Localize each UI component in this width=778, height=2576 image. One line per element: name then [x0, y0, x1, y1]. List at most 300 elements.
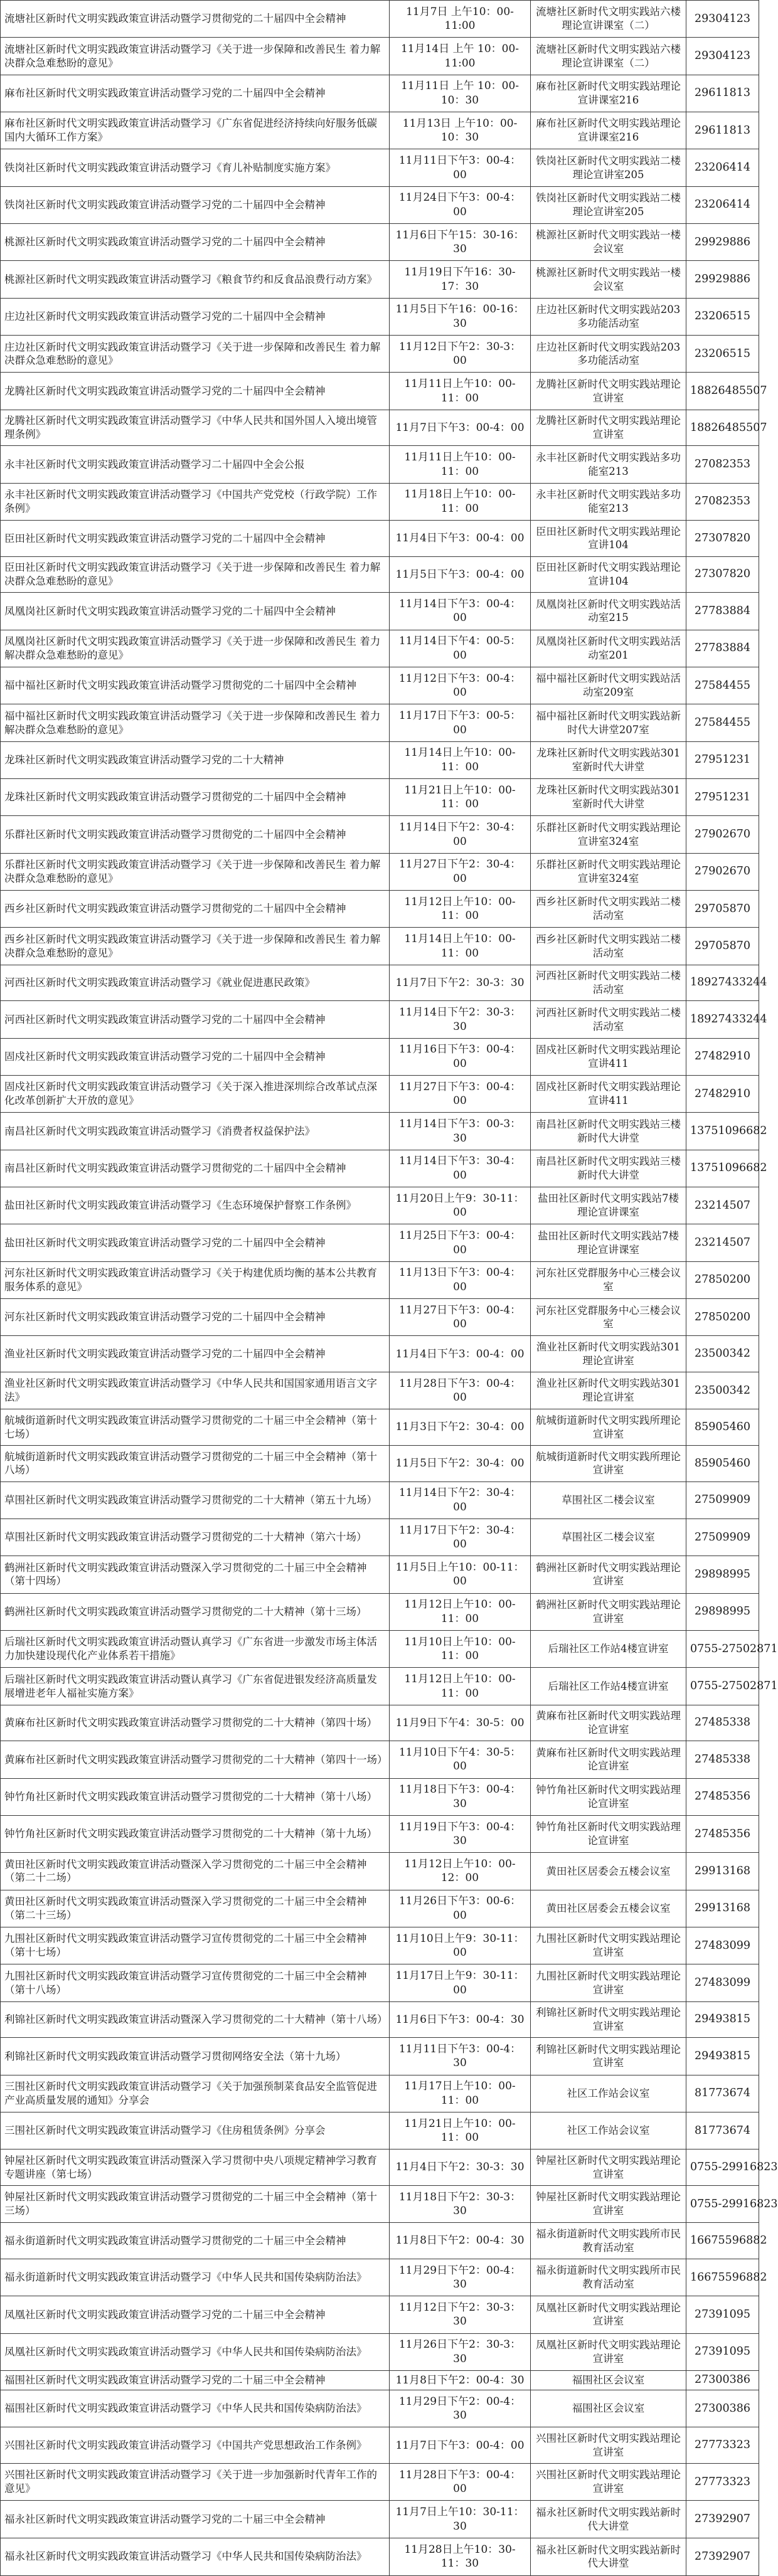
table-row: [1, 1336, 759, 1372]
activity-location: 利锦社区新时代文明实践站理论宣讲室: [531, 2001, 686, 2038]
activity-time: 11月7日上午10：30-11：30: [390, 2501, 531, 2538]
table-row: [1, 630, 759, 667]
contact-phone: 29705870: [686, 928, 759, 965]
activity-location: 福永社区新时代文明实践站新时代大讲堂: [531, 2501, 686, 2538]
activity-location: 固戍社区新时代文明实践站理论宣讲411: [531, 1038, 686, 1075]
table-row: [1, 2464, 759, 2501]
activity-time: 11月14日下午3：00-3：30: [390, 1113, 531, 1150]
activity-time: 11月7日下午3：00-4：00: [390, 410, 531, 446]
activity-location: 麻布社区新时代文明实践站理论宣讲课室216: [531, 75, 686, 112]
activity-name: 桃源社区新时代文明实践政策宣讲活动暨学习党的二十届四中全会精神: [1, 224, 390, 261]
activity-name: 南昌社区新时代文明实践政策宣讲活动暨学习《消费者权益保护法》: [1, 1113, 390, 1150]
activity-time: 11月17日下午3：00-5：00: [390, 704, 531, 741]
contact-phone: 27485338: [686, 1705, 759, 1741]
contact-phone: 27392907: [686, 2501, 759, 2538]
activity-time: 11月20日上午9：30-11：00: [390, 1187, 531, 1224]
activity-time: 11月28日下午3：00-4：00: [390, 1372, 531, 1409]
activity-time: 11月10日下午4：30-5：00: [390, 1741, 531, 1778]
activity-name: 河西社区新时代文明实践政策宣讲活动暨学习《就业促进惠民政策》: [1, 965, 390, 1001]
activity-name: 九围社区新时代文明实践政策宣讲活动暨学习宣传贯彻党的二十届三中全会精神（第十七场）: [1, 1927, 390, 1964]
table-row: [1, 741, 759, 778]
activity-name: 盐田社区新时代文明实践政策宣讲活动暨学习《生态环境保护督察工作条例》: [1, 1187, 390, 1224]
activity-location: 黄麻布社区新时代文明实践站理论宣讲室: [531, 1705, 686, 1741]
activity-time: 11月28日上午10：30-11：30: [390, 2538, 531, 2575]
table-row: [1, 2370, 759, 2390]
activity-location: 河西社区新时代文明实践站二楼活动室: [531, 965, 686, 1001]
table-row: [1, 112, 759, 149]
activity-name: 永丰社区新时代文明实践政策宣讲活动暨学习二十届四中全会公报: [1, 446, 390, 483]
activity-location: 黄田社区居委会五楼会议室: [531, 1890, 686, 1927]
activity-location: 兴围社区新时代文明实践站理论宣讲室: [531, 2464, 686, 2501]
contact-phone: 85905460: [686, 1409, 759, 1446]
activity-time: 11月18日下午3：00-4：30: [390, 1778, 531, 1815]
activity-name: 黄麻布社区新时代文明实践政策宣讲活动暨学习贯彻党的二十大精神（第四十场）: [1, 1705, 390, 1741]
contact-phone: 29929886: [686, 261, 759, 298]
activity-time: 11月8日下午2：00-4：30: [390, 2223, 531, 2259]
activity-location: 社区工作站会议室: [531, 2112, 686, 2149]
contact-phone: 27485356: [686, 1815, 759, 1852]
activity-name: 兴围社区新时代文明实践政策宣讲活动暨学习《关于进一步加强新时代青年工作的意见》: [1, 2464, 390, 2501]
table-row: [1, 1113, 759, 1150]
contact-phone: 0755-29916823: [686, 2185, 759, 2222]
table-row: [1, 1890, 759, 1927]
table-row: [1, 704, 759, 741]
activity-location: 龙腾社区新时代文明实践站理论宣讲室: [531, 410, 686, 446]
activity-location: 渔业社区新时代文明实践站301理论宣讲室: [531, 1372, 686, 1409]
activity-time: 11月26日下午2：30-3：30: [390, 2333, 531, 2370]
table-row: [1, 816, 759, 853]
table-row: [1, 1261, 759, 1298]
activity-location: 桃源社区新时代文明实践站一楼会议室: [531, 261, 686, 298]
table-row: [1, 2259, 759, 2296]
activity-name: 渔业社区新时代文明实践政策宣讲活动暨学习党的二十届四中全会精神: [1, 1336, 390, 1372]
activity-name: 兴围社区新时代文明实践政策宣讲活动暨学习《中国共产党思想政治工作条例》: [1, 2427, 390, 2464]
contact-phone: 29898995: [686, 1593, 759, 1630]
activity-name: 福中福社区新时代文明实践政策宣讲活动暨学习贯彻党的二十届四中全会精神: [1, 667, 390, 704]
contact-phone: 27902670: [686, 816, 759, 853]
activity-time: 11月18日上午10：00-11：00: [390, 483, 531, 520]
table-row: [1, 2390, 759, 2427]
activity-location: 流塘社区新时代文明实践站六楼理论宣讲课室（二）: [531, 1, 686, 38]
activity-name: 龙珠社区新时代文明实践政策宣讲活动暨学习贯彻党的二十届四中全会精神: [1, 779, 390, 816]
contact-phone: 27584455: [686, 667, 759, 704]
contact-phone: 27307820: [686, 521, 759, 557]
table-row: [1, 2427, 759, 2464]
activity-time: 11月14日 上午 10：00-11:00: [390, 38, 531, 75]
activity-name: 庄边社区新时代文明实践政策宣讲活动暨学习党的二十届四中全会精神: [1, 298, 390, 335]
activity-location: 龙珠社区新时代文明实践站301室新时代大讲堂: [531, 741, 686, 778]
activity-time: 11月12日上午10：00-12：00: [390, 1853, 531, 1890]
contact-phone: 27850200: [686, 1299, 759, 1336]
activity-name: 庄边社区新时代文明实践政策宣讲活动暨学习《关于进一步保障和改善民生 着力解决群众急难愁盼的意见》: [1, 336, 390, 373]
activity-time: 11月16日下午3：00-4：00: [390, 1038, 531, 1075]
contact-phone: 23206515: [686, 298, 759, 335]
activity-location: 凤凰岗社区新时代文明实践站活动室201: [531, 630, 686, 667]
activity-name: 航城街道新时代文明实践政策宣讲活动暨学习贯彻党的二十届三中全会精神（第十七场）: [1, 1409, 390, 1446]
contact-phone: 16675596882: [686, 2223, 759, 2259]
activity-time: 11月11日上午10：00-11：00: [390, 446, 531, 483]
contact-phone: 27483099: [686, 1964, 759, 2001]
activity-time: 11月14日下午3：30-4：00: [390, 1150, 531, 1187]
activity-name: 钟竹角社区新时代文明实践政策宣讲活动暨学习贯彻党的二十大精神（第十八场）: [1, 1778, 390, 1815]
schedule-rows: [1, 1, 778, 2576]
activity-time: 11月27日下午3：00-4：00: [390, 1076, 531, 1113]
activity-location: 后瑞社区工作站4楼宣讲室: [531, 1668, 686, 1705]
contact-phone: 81773674: [686, 2112, 759, 2149]
activity-location: 臣田社区新时代文明实践站理论宣讲104: [531, 556, 686, 593]
contact-phone: 29898995: [686, 1556, 759, 1593]
table-row: [1, 1778, 759, 1815]
activity-name: 盐田社区新时代文明实践政策宣讲活动暨学习党的二十届四中全会精神: [1, 1224, 390, 1261]
contact-phone: 85905460: [686, 1446, 759, 1482]
activity-time: 11月9日下午4：30-5：00: [390, 1705, 531, 1741]
activity-time: 11月11日上午10：00-11：00: [390, 373, 531, 410]
table-row: [1, 891, 759, 928]
activity-name: 黄田社区新时代文明实践政策宣讲活动暨深入学习贯彻党的二十届三中全会精神（第二十三场）: [1, 1890, 390, 1927]
contact-phone: 29493815: [686, 2001, 759, 2038]
activity-name: 福中福社区新时代文明实践政策宣讲活动暨学习《关于进一步保障和改善民生 着力解决群众急难愁盼的意见》: [1, 704, 390, 741]
activity-time: 11月8日下午2：00-4：30: [390, 2370, 531, 2390]
activity-name: 后瑞社区新时代文明实践政策宣讲活动暨认真学习《广东省促进银发经济高质量发展增进老年人福祉实施方案》: [1, 1668, 390, 1705]
activity-name: 河东社区新时代文明实践政策宣讲活动暨学习党的二十届四中全会精神: [1, 1299, 390, 1336]
table-row: [1, 2538, 759, 2575]
table-row: [1, 928, 759, 965]
activity-name: 草围社区新时代文明实践政策宣讲活动暨学习贯彻党的二十大精神（第六十场）: [1, 1519, 390, 1556]
activity-time: 11月5日下午2：30-4：00: [390, 1446, 531, 1482]
contact-phone: 27509909: [686, 1519, 759, 1556]
table-row: [1, 1, 759, 38]
activity-location: 西乡社区新时代文明实践站二楼活动室: [531, 891, 686, 928]
activity-location: 凤凰社区新时代文明实践站理论宣讲室: [531, 2333, 686, 2370]
activity-name: 西乡社区新时代文明实践政策宣讲活动暨学习《关于进一步保障和改善民生 着力解决群众急难愁盼的意见》: [1, 928, 390, 965]
contact-phone: 23206515: [686, 336, 759, 373]
activity-location: 兴围社区新时代文明实践站理论宣讲室: [531, 2427, 686, 2464]
table-row: [1, 1815, 759, 1852]
activity-name: 固戍社区新时代文明实践政策宣讲活动暨学习党的二十届四中全会精神: [1, 1038, 390, 1075]
table-row: [1, 373, 759, 410]
activity-time: 11月11日下午3：00-4：30: [390, 2038, 531, 2075]
contact-phone: 0755-29916823: [686, 2149, 759, 2186]
contact-phone: 0755-27502871: [686, 1668, 759, 1705]
table-row: [1, 149, 759, 186]
activity-time: 11月14日下午3：00-4：00: [390, 593, 531, 630]
activity-location: 钟竹角社区新时代文明实践站理论宣讲室: [531, 1778, 686, 1815]
activity-time: 11月6日下午15：30-16：30: [390, 224, 531, 261]
activity-time: 11月13日下午3：00-4：00: [390, 1261, 531, 1298]
contact-phone: 27392907: [686, 2538, 759, 2575]
table-row: [1, 2501, 759, 2538]
contact-phone: 29611813: [686, 112, 759, 149]
activity-name: 凤凰社区新时代文明实践政策宣讲活动暨学习党的二十届三中全会精神: [1, 2296, 390, 2333]
activity-time: 11月4日下午3：00-4：00: [390, 521, 531, 557]
table-row: [1, 1372, 759, 1409]
table-row: [1, 224, 759, 261]
activity-name: 航城街道新时代文明实践政策宣讲活动暨学习贯彻党的二十届三中全会精神（第十八场）: [1, 1446, 390, 1482]
activity-name: 河西社区新时代文明实践政策宣讲活动暨学习党的二十届四中全会精神: [1, 1001, 390, 1038]
table-row: [1, 410, 759, 446]
activity-time: 11月14日下午2：30-4：00: [390, 1481, 531, 1519]
activity-name: 福永社区新时代文明实践政策宣讲活动暨学习党的二十届三中全会精神: [1, 2501, 390, 2538]
activity-time: 11月27日下午2：30-4：00: [390, 853, 531, 890]
activity-time: 11月27日下午3：00-4：00: [390, 1299, 531, 1336]
table-row: [1, 667, 759, 704]
activity-location: 鹤洲社区新时代文明实践站理论宣讲室: [531, 1556, 686, 1593]
contact-phone: 16675596882: [686, 2259, 759, 2296]
contact-phone: 27783884: [686, 593, 759, 630]
table-row: [1, 38, 759, 75]
table-row: [1, 1705, 759, 1741]
activity-time: 11月24日下午3：00-4：00: [390, 186, 531, 223]
table-row: [1, 1038, 759, 1075]
activity-name: 钟屋社区新时代文明实践政策宣讲活动暨深入学习贯彻中央八项规定精神学习教育专题讲座（第七场）: [1, 2149, 390, 2186]
contact-phone: 27482910: [686, 1038, 759, 1075]
activity-time: 11月5日下午3：00-4：00: [390, 556, 531, 593]
activity-time: 11月10日上午9：30-11：00: [390, 1927, 531, 1964]
activity-time: 11月7日下午2：30-3：30: [390, 965, 531, 1001]
activity-location: 后瑞社区工作站4楼宣讲室: [531, 1630, 686, 1667]
table-row: [1, 261, 759, 298]
table-row: [1, 2112, 759, 2149]
contact-phone: 0755-27502871: [686, 1630, 759, 1667]
activity-location: 钟竹角社区新时代文明实践站理论宣讲室: [531, 1815, 686, 1852]
activity-name: 河东社区新时代文明实践政策宣讲活动暨学习《关于构建优质均衡的基本公共教育服务体系的意见》: [1, 1261, 390, 1298]
activity-time: 11月17日上午10：00-11：00: [390, 2075, 531, 2112]
table-row: [1, 1593, 759, 1630]
activity-name: 乐群社区新时代文明实践政策宣讲活动暨学习贯彻党的二十届四中全会精神: [1, 816, 390, 853]
contact-phone: 27773323: [686, 2464, 759, 2501]
activity-location: 麻布社区新时代文明实践站理论宣讲课室216: [531, 112, 686, 149]
activity-name: 铁岗社区新时代文明实践政策宣讲活动暨学习党的二十届四中全会精神: [1, 186, 390, 223]
contact-phone: 27509909: [686, 1481, 759, 1519]
table-row: [1, 1446, 759, 1482]
activity-name: 鹤洲社区新时代文明实践政策宣讲活动暨深入学习贯彻党的二十届三中全会精神（第十四场）: [1, 1556, 390, 1593]
contact-phone: 27584455: [686, 704, 759, 741]
contact-phone: 29929886: [686, 224, 759, 261]
activity-location: 福永街道新时代文明实践所市民教育活动室: [531, 2259, 686, 2296]
activity-name: 西乡社区新时代文明实践政策宣讲活动暨学习贯彻党的二十届四中全会精神: [1, 891, 390, 928]
activity-time: 11月25日下午3：00-4：00: [390, 1224, 531, 1261]
contact-phone: 29913168: [686, 1853, 759, 1890]
activity-location: 河西社区新时代文明实践站二楼活动室: [531, 1001, 686, 1038]
activity-name: 渔业社区新时代文明实践政策宣讲活动暨学习《中华人民共和国国家通用语言文字法》: [1, 1372, 390, 1409]
table-row: [1, 2038, 759, 2075]
activity-location: 鹤洲社区新时代文明实践站理论宣讲室: [531, 1593, 686, 1630]
activity-time: 11月3日下午2：30-4：00: [390, 1409, 531, 1446]
contact-phone: 23500342: [686, 1336, 759, 1372]
activity-time: 11月10日上午10：00-11：00: [390, 1630, 531, 1667]
activity-time: 11月11日 上午 10：00-10：30: [390, 75, 531, 112]
activity-name: 铁岗社区新时代文明实践政策宣讲活动暨学习《育儿补贴制度实施方案》: [1, 149, 390, 186]
activity-name: 流塘社区新时代文明实践政策宣讲活动暨学习《关于进一步保障和改善民生 着力解决群众急难愁盼的意见》: [1, 38, 390, 75]
activity-time: 11月4日下午2：30-3：30: [390, 2149, 531, 2186]
contact-phone: 27482910: [686, 1076, 759, 1113]
contact-phone: 27783884: [686, 630, 759, 667]
table-row: [1, 2223, 759, 2259]
contact-phone: 27300386: [686, 2370, 759, 2390]
activity-name: 后瑞社区新时代文明实践政策宣讲活动暨认真学习《广东省进一步激发市场主体活力加快建设现代化产业体系若干措施》: [1, 1630, 390, 1667]
table-row: [1, 483, 759, 520]
contact-phone: 13751096682: [686, 1150, 759, 1187]
activity-name: 凤凰岗社区新时代文明实践政策宣讲活动暨学习党的二十届四中全会精神: [1, 593, 390, 630]
table-row: [1, 521, 759, 557]
contact-phone: 27951231: [686, 779, 759, 816]
activity-location: 社区工作站会议室: [531, 2075, 686, 2112]
contact-phone: 13751096682: [686, 1113, 759, 1150]
activity-name: 福围社区新时代文明实践政策宣讲活动暨学习党的二十届三中全会精神: [1, 2370, 390, 2390]
activity-name: 福围社区新时代文明实践政策宣讲活动暨学习《中华人民共和国传染病防治法》: [1, 2390, 390, 2427]
table-row: [1, 779, 759, 816]
activity-time: 11月29日下午2：00-4：30: [390, 2259, 531, 2296]
contact-phone: 23500342: [686, 1372, 759, 1409]
activity-time: 11月12日上午10：00-11：00: [390, 1593, 531, 1630]
activity-name: 利锦社区新时代文明实践政策宣讲活动暨深入学习贯彻党的二十大精神（第十八场）: [1, 2001, 390, 2038]
contact-phone: 27300386: [686, 2390, 759, 2427]
activity-location: 钟屋社区新时代文明实践站理论宣讲室: [531, 2149, 686, 2186]
table-row: [1, 1964, 759, 2001]
activity-time: 11月19日下午16：30-17：30: [390, 261, 531, 298]
contact-phone: 18826485507: [686, 373, 759, 410]
activity-time: 11月12日下午2：30-3：00: [390, 336, 531, 373]
activity-name: 乐群社区新时代文明实践政策宣讲活动暨学习《关于进一步保障和改善民生 着力解决群众急难愁盼的意见》: [1, 853, 390, 890]
contact-phone: 29913168: [686, 1890, 759, 1927]
contact-phone: 29304123: [686, 1, 759, 38]
table-row: [1, 1481, 759, 1519]
activity-location: 凤凰社区新时代文明实践站理论宣讲室: [531, 2296, 686, 2333]
contact-phone: 27307820: [686, 556, 759, 593]
activity-location: 乐群社区新时代文明实践站理论宣讲室324室: [531, 853, 686, 890]
activity-name: 永丰社区新时代文明实践政策宣讲活动暨学习《中国共产党党校（行政学院）工作条例》: [1, 483, 390, 520]
activity-time: 11月17日上午9：30-11：00: [390, 1964, 531, 2001]
activity-location: 盐田社区新时代文明实践站7楼理论宣讲课室: [531, 1187, 686, 1224]
activity-name: 凤凰岗社区新时代文明实践政策宣讲活动暨学习《关于进一步保障和改善民生 着力解决群众急难愁盼的意见》: [1, 630, 390, 667]
activity-time: 11月12日下午3：00-4：00: [390, 667, 531, 704]
table-row: [1, 2333, 759, 2370]
activity-location: 福中福社区新时代文明实践站活动室209室: [531, 667, 686, 704]
contact-phone: 18826485507: [686, 410, 759, 446]
contact-phone: 27951231: [686, 741, 759, 778]
activity-location: 龙腾社区新时代文明实践站理论宣讲室: [531, 373, 686, 410]
table-row: [1, 1927, 759, 1964]
contact-phone: 29611813: [686, 75, 759, 112]
activity-time: 11月5日下午16：00-16：30: [390, 298, 531, 335]
table-row: [1, 446, 759, 483]
contact-phone: 27850200: [686, 1261, 759, 1298]
contact-phone: 18927433244: [686, 965, 759, 1001]
contact-phone: 18927433244: [686, 1001, 759, 1038]
table-row: [1, 75, 759, 112]
activity-name: 麻布社区新时代文明实践政策宣讲活动暨学习党的二十届四中全会精神: [1, 75, 390, 112]
activity-name: 九围社区新时代文明实践政策宣讲活动暨学习宣传贯彻党的二十届三中全会精神（第十八场）: [1, 1964, 390, 2001]
activity-name: 黄麻布社区新时代文明实践政策宣讲活动暨学习贯彻党的二十大精神（第四十一场）: [1, 1741, 390, 1778]
contact-phone: 29493815: [686, 2038, 759, 2075]
contact-phone: 29304123: [686, 38, 759, 75]
activity-time: 11月26日下午3：00-6：00: [390, 1890, 531, 1927]
activity-location: 铁岗社区新时代文明实践站二楼理论宣讲室205: [531, 186, 686, 223]
activity-location: 流塘社区新时代文明实践站六楼理论宣讲课室（二）: [531, 38, 686, 75]
activity-name: 福永街道新时代文明实践政策宣讲活动暨学习《中华人民共和国传染病防治法》: [1, 2259, 390, 2296]
activity-time: 11月14日下午2：30-4：00: [390, 816, 531, 853]
contact-phone: 23214507: [686, 1187, 759, 1224]
activity-location: 桃源社区新时代文明实践站一楼会议室: [531, 224, 686, 261]
activity-name: 三围社区新时代文明实践政策宣讲活动暨学习《住房租赁条例》分享会: [1, 2112, 390, 2149]
table-row: [1, 336, 759, 373]
activity-name: 流塘社区新时代文明实践政策宣讲活动暨学习贯彻党的二十届四中全会精神: [1, 1, 390, 38]
activity-name: 固戍社区新时代文明实践政策宣讲活动暨学习《关于深入推进深圳综合改革试点深化改革创新扩大开放的意见》: [1, 1076, 390, 1113]
activity-location: 西乡社区新时代文明实践站二楼活动室: [531, 928, 686, 965]
activity-location: 渔业社区新时代文明实践站301理论宣讲室: [531, 1336, 686, 1372]
activity-time: 11月17日下午2：30-4：00: [390, 1519, 531, 1556]
activity-name: 黄田社区新时代文明实践政策宣讲活动暨深入学习贯彻党的二十届三中全会精神（第二十二场）: [1, 1853, 390, 1890]
activity-time: 11月7日下午3：00-4：00: [390, 2427, 531, 2464]
table-row: [1, 1224, 759, 1261]
activity-location: 黄麻布社区新时代文明实践站理论宣讲室: [531, 1741, 686, 1778]
activity-time: 11月12日上午10：00-11：00: [390, 1668, 531, 1705]
table-row: [1, 1076, 759, 1113]
table-row: [1, 556, 759, 593]
contact-phone: 27082353: [686, 483, 759, 520]
table-row: [1, 1741, 759, 1778]
activity-location: 钟屋社区新时代文明实践站理论宣讲室: [531, 2185, 686, 2222]
table-row: [1, 2296, 759, 2333]
activity-time: 11月13日 上午10：00-10：30: [390, 112, 531, 149]
activity-name: 桃源社区新时代文明实践政策宣讲活动暨学习《粮食节约和反食品浪费行动方案》: [1, 261, 390, 298]
table-row: [1, 2149, 759, 2186]
activity-time: 11月14日上午10：00-11：00: [390, 741, 531, 778]
activity-name: 利锦社区新时代文明实践政策宣讲活动暨学习贯彻网络安全法（第十九场）: [1, 2038, 390, 2075]
activity-location: 庄边社区新时代文明实践站203多功能活动室: [531, 336, 686, 373]
activity-location: 福围社区会议室: [531, 2370, 686, 2390]
activity-time: 11月14日下午2：30-3：30: [390, 1001, 531, 1038]
activity-time: 11月5日上午10：00-11：00: [390, 1556, 531, 1593]
activity-time: 11月18日下午2：30-3：30: [390, 2185, 531, 2222]
activity-name: 草围社区新时代文明实践政策宣讲活动暨学习贯彻党的二十大精神（第五十九场）: [1, 1481, 390, 1519]
activity-location: 九围社区新时代文明实践站理论宣讲室: [531, 1927, 686, 1964]
table-row: [1, 1001, 759, 1038]
activity-name: 三围社区新时代文明实践政策宣讲活动暨学习《关于加强预制菜食品安全监管促进产业高质量发展的通知》分享会: [1, 2075, 390, 2112]
table-row: [1, 1299, 759, 1336]
activity-name: 龙腾社区新时代文明实践政策宣讲活动暨学习《中华人民共和国外国人入境出境管理条例》: [1, 410, 390, 446]
activity-location: 盐田社区新时代文明实践站7楼理论宣讲课室: [531, 1224, 686, 1261]
activity-location: 福永社区新时代文明实践站新时代大讲堂: [531, 2538, 686, 2575]
activity-time: 11月28日下午3：00-4：00: [390, 2464, 531, 2501]
contact-phone: 81773674: [686, 2075, 759, 2112]
table-row: [1, 853, 759, 890]
activity-location: 草围社区二楼会议室: [531, 1481, 686, 1519]
activity-location: 福围社区会议室: [531, 2390, 686, 2427]
contact-phone: 27082353: [686, 446, 759, 483]
activity-time: 11月12日下午2：30-3：30: [390, 2296, 531, 2333]
activity-time: 11月7日 上午10：00-11:00: [390, 1, 531, 38]
activity-name: 福永街道新时代文明实践政策宣讲活动暨学习贯彻党的二十届三中全会精神: [1, 2223, 390, 2259]
activity-location: 庄边社区新时代文明实践站203多功能活动室: [531, 298, 686, 335]
contact-phone: 23214507: [686, 1224, 759, 1261]
activity-name: 福永社区新时代文明实践政策宣讲活动暨学习《中华人民共和国传染病防治法》: [1, 2538, 390, 2575]
activity-location: 九围社区新时代文明实践站理论宣讲室: [531, 1964, 686, 2001]
activity-name: 龙珠社区新时代文明实践政策宣讲活动暨学习党的二十大精神: [1, 741, 390, 778]
table-row: [1, 2001, 759, 2038]
table-row: [1, 1668, 759, 1705]
contact-phone: 23206414: [686, 149, 759, 186]
table-row: [1, 1519, 759, 1556]
table-row: [1, 2075, 759, 2112]
activity-location: 南昌社区新时代文明实践站三楼 新时代大讲堂: [531, 1150, 686, 1187]
contact-phone: 27391095: [686, 2296, 759, 2333]
activity-time: 11月29日下午2：00-4：30: [390, 2390, 531, 2427]
table-row: [1, 1409, 759, 1446]
table-row: [1, 1556, 759, 1593]
activity-time: 11月12日上午10：00-11：00: [390, 891, 531, 928]
activity-location: 乐群社区新时代文明实践站理论宣讲室324室: [531, 816, 686, 853]
